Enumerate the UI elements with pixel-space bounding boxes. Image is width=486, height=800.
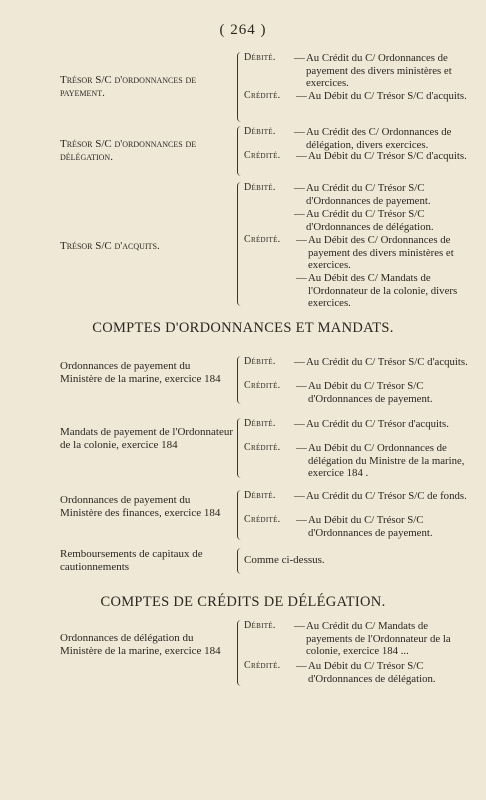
account-entry bbox=[60, 618, 480, 688]
account-name: Mandats de payement de l'Ordonnateur de la colonie, exercice 184 bbox=[60, 426, 234, 451]
row-text: Au Débit du C/ Trésor S/C d'acquits. bbox=[308, 90, 467, 102]
debit-row bbox=[244, 126, 476, 150]
account-name: Trésor S/C d'ordonnances de délégation. bbox=[60, 138, 197, 163]
dash: — bbox=[296, 442, 307, 454]
account-name: Ordonnances de payement du Ministère de la marine, exercice 184 bbox=[60, 360, 221, 385]
dash: — bbox=[294, 620, 305, 632]
dash: — bbox=[294, 418, 305, 430]
dash: — bbox=[294, 126, 305, 138]
row-text: Au Débit du C/ Ordonnances de délégation du Ministre de la marine, exercice 184 . bbox=[308, 442, 465, 480]
debit-row bbox=[244, 418, 476, 442]
row-label: Crédité. bbox=[244, 442, 281, 453]
row-text: Au Débit des C/ Mandats de l'Ordonnateur de la colonie, divers exercices. bbox=[308, 272, 458, 310]
row-text: Comme ci-dessus. bbox=[244, 554, 325, 566]
debit-row bbox=[244, 490, 476, 514]
credit-row bbox=[244, 514, 476, 538]
row-label: Débité. bbox=[244, 182, 276, 193]
account-name: Trésor S/C d'acquits. bbox=[60, 240, 160, 252]
brace bbox=[237, 490, 242, 540]
row-label: Crédité. bbox=[244, 90, 281, 101]
row-label: Débité. bbox=[244, 126, 276, 137]
row-label: Crédité. bbox=[244, 150, 281, 161]
row-text: Au Crédit du C/ Trésor S/C d'Ordonnances de payement. bbox=[306, 182, 431, 207]
account-name: Trésor S/C d'ordonnances de payement. bbox=[60, 74, 197, 99]
account-entry bbox=[60, 416, 480, 478]
account-name: Ordonnances de payement du Ministère des finances, exercice 184 bbox=[60, 494, 221, 519]
row-label: Crédité. bbox=[244, 660, 281, 671]
row-label: Crédité. bbox=[244, 234, 281, 245]
account-entry bbox=[60, 50, 480, 122]
dash: — bbox=[294, 52, 305, 64]
dash: — bbox=[296, 380, 307, 392]
row-text: Au Débit du C/ Trésor S/C d'acquits. bbox=[308, 150, 467, 162]
account-entry bbox=[60, 124, 480, 176]
dash: — bbox=[296, 234, 307, 246]
credit-row bbox=[244, 660, 476, 684]
row-label: Débité. bbox=[244, 356, 276, 367]
section-title: COMPTES DE CRÉDITS DE DÉLÉGATION. bbox=[100, 594, 386, 610]
row-text: Au Crédit du C/ Trésor S/C d'Ordonnances de délégation. bbox=[306, 208, 434, 233]
row-label: Débité. bbox=[244, 52, 276, 63]
dash: — bbox=[294, 490, 305, 502]
row-text: Au Débit des C/ Ordonnances de payement des divers ministères et exercices. bbox=[308, 234, 454, 272]
row-text: Au Débit du C/ Trésor S/C d'Ordonnances de délégation. bbox=[308, 660, 436, 685]
credit-row bbox=[244, 380, 476, 404]
account-entry bbox=[60, 180, 480, 310]
row-label: Débité. bbox=[244, 620, 276, 631]
account-entry bbox=[60, 488, 480, 540]
brace bbox=[237, 418, 242, 478]
debit-row bbox=[244, 356, 476, 380]
row-text: Au Débit du C/ Trésor S/C d'Ordonnances de payement. bbox=[308, 514, 433, 539]
row-text: Au Crédit du C/ Trésor S/C de fonds. bbox=[306, 490, 467, 502]
debit-row-continued bbox=[244, 208, 476, 232]
row-label: Débité. bbox=[244, 490, 276, 501]
brace bbox=[237, 52, 242, 122]
page-number: ( 264 ) bbox=[219, 22, 267, 38]
brace bbox=[237, 126, 242, 176]
brace bbox=[237, 548, 242, 574]
dash: — bbox=[296, 660, 307, 672]
credit-row bbox=[244, 150, 476, 174]
account-name: Remboursements de capitaux de cautionnements bbox=[60, 548, 203, 573]
section-title: COMPTES D'ORDONNANCES ET MANDATS. bbox=[92, 320, 394, 336]
row-label: Crédité. bbox=[244, 514, 281, 525]
account-entry bbox=[60, 354, 480, 406]
credit-row-continued bbox=[244, 272, 476, 308]
dash: — bbox=[294, 208, 305, 220]
dash: — bbox=[296, 90, 307, 102]
row-text: Au Crédit du C/ Ordonnances de payement des divers ministères et exercices. bbox=[306, 52, 452, 90]
row-text: Au Débit du C/ Trésor S/C d'Ordonnances de payement. bbox=[308, 380, 433, 405]
dash: — bbox=[296, 272, 307, 284]
row-text: Au Crédit des C/ Ordonnances de délégation, divers exercices. bbox=[306, 126, 452, 151]
row-label: Débité. bbox=[244, 418, 276, 429]
account-entry bbox=[60, 546, 480, 576]
row-label: Crédité. bbox=[244, 380, 281, 391]
brace bbox=[237, 356, 242, 404]
brace bbox=[237, 182, 242, 306]
dash: — bbox=[294, 182, 305, 194]
credit-row bbox=[244, 442, 476, 478]
account-name: Ordonnances de délégation du Ministère de la marine, exercice 184 bbox=[60, 632, 221, 657]
brace bbox=[237, 620, 242, 686]
debit-row bbox=[244, 620, 476, 658]
debit-row bbox=[244, 52, 476, 88]
row-text: Au Crédit du C/ Mandats de payements de l'Ordonnateur de la colonie, exercice 184 ... bbox=[306, 620, 451, 658]
dash: — bbox=[296, 514, 307, 526]
dash: — bbox=[296, 150, 307, 162]
credit-row bbox=[244, 234, 476, 270]
dash: — bbox=[294, 356, 305, 368]
row-text: Au Crédit du C/ Trésor S/C d'acquits. bbox=[306, 356, 468, 368]
credit-row bbox=[244, 90, 476, 116]
row-text: Au Crédit du C/ Trésor d'acquits. bbox=[306, 418, 449, 430]
debit-row bbox=[244, 182, 476, 206]
